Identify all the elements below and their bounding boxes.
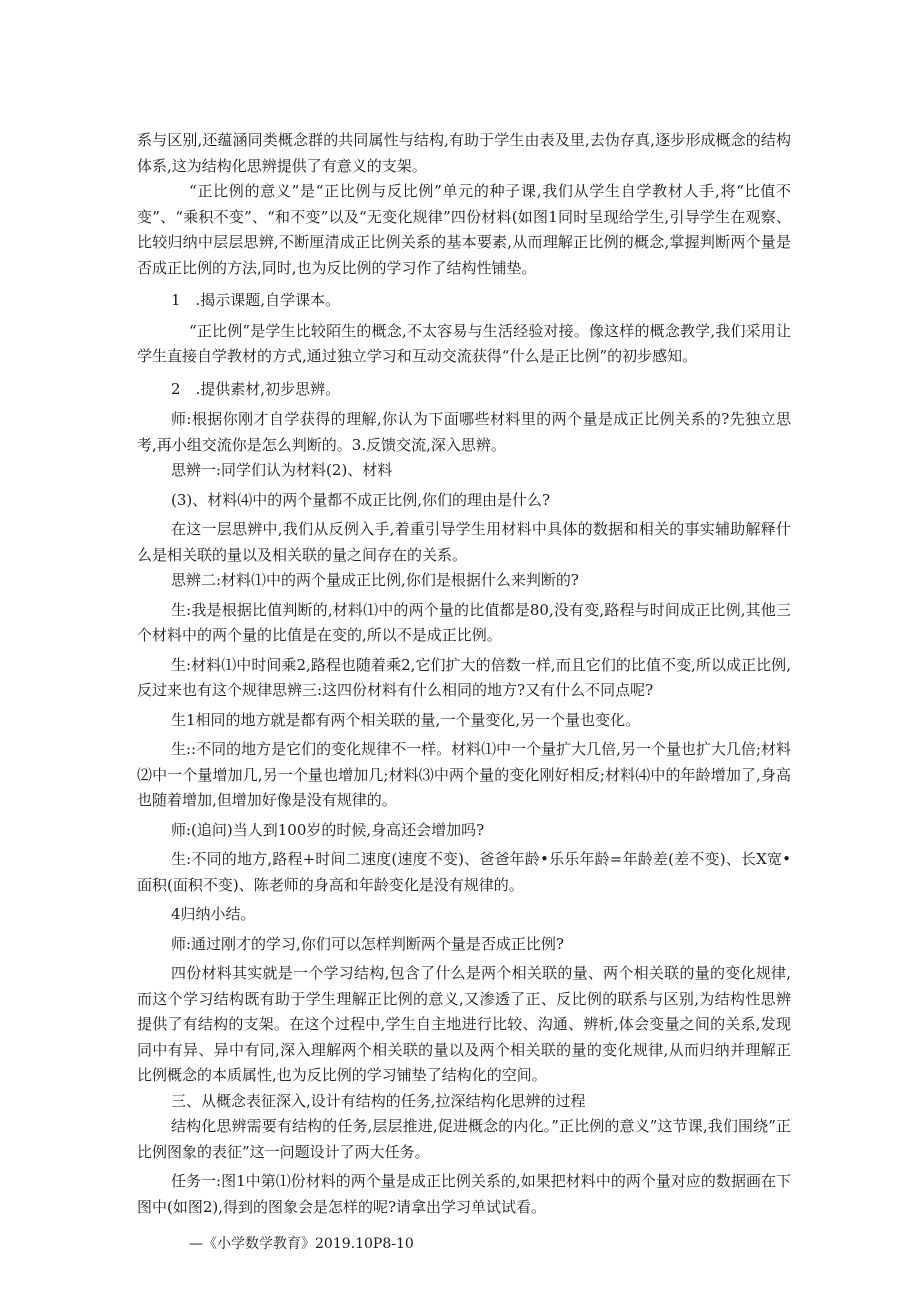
paragraph: 生:不同的地方,路程+时间二速度(速度不变)、爸爸年龄•乐乐年龄=年龄差(差不变)、长X宽•面积(面积不变)、陈老师的身高和年龄变化是没有规律的。	[137, 850, 791, 894]
paragraph: 思辨一:同学们认为材料(2)、材料	[171, 461, 393, 479]
numbered-heading: 1 .揭示课题,自学课本。	[171, 291, 341, 309]
section-heading: 三、从概念表征深入,设计有结构的任务,拉深结构化思辨的过程	[171, 1091, 586, 1110]
paragraph: 师:(追问)当人到100岁的时候,身高还会增加吗?	[171, 820, 485, 839]
paragraph: 生:材料⑴中时间乘2,路程也随着乘2,它们扩大的倍数一样,而且它们的比值不变,所以成正比例,反过来也有这个规律思辨三:这四份材料有什么相同的地方?又有什么不同点呢?	[137, 655, 791, 699]
numbered-heading: 4归纳小结。	[171, 905, 256, 923]
paragraph: 师:通过刚才的学习,你们可以怎样判断两个量是否成正比例?	[171, 934, 564, 953]
paragraph: 思辨二:材料⑴中的两个量成正比例,你们是根据什么来判断的?	[171, 571, 579, 589]
paragraph: “正比例”是学生比较陌生的概念,不太容易与生活经验对接。像这样的概念教学,我们采用让学生直接自学教材的方式,通过独立学习和互动交流获得“什么是正比例”的初步感知。	[137, 321, 791, 365]
paragraph: 生:我是根据比值判断的,材料⑴中的两个量的比值都是80,没有变,路程与时间成正比例,其他三个材料中的两个量的比值是在变的,所以不是成正比例。	[137, 600, 791, 644]
paragraph: (3)、材料⑷中的两个量都不成正比例,你们的理由是什么?	[171, 490, 551, 509]
paragraph: 在这一层思辨中,我们从反例入手,着重引导学生用材料中具体的数据和相关的事实辅助解释什么是相关联的量以及相关联的量之间存在的关系。	[137, 520, 791, 564]
article-body	[137, 128, 791, 1258]
paragraph: 系与区别,还蕴涵同类概念群的共同属性与结构,有助于学生由表及里,去伪存真,逐步形成概念的结构体系,这为结构化思辨提供了有意义的支架。	[137, 131, 791, 175]
paragraph: 师:根据你刚才自学获得的理解,你认为下面哪些材料里的两个量是成正比例关系的?先独立思考,再小组交流你是怎么判断的。3.反馈交流,深入思辨。	[137, 410, 791, 454]
citation: —《小学数学教育》2019.10P8-10	[189, 1236, 414, 1252]
paragraph: 结构化思辨需要有结构的任务,层层推进,促进概念的内化。”正比例的意义”这节课,我们围绕”正比例图象的表征”这一问题设计了两大任务。	[137, 1117, 791, 1161]
paragraph: 生::不同的地方是它们的变化规律不一样。材料⑴中一个量扩大几倍,另一个量也扩大几倍;材料⑵中一个量增加几,另一个量也增加几;材料⑶中两个量的变化刚好相反;材料⑷中的年龄增加了,身高也随着增加,但增加好像是没有规律的。	[137, 740, 791, 809]
paragraph: 生1相同的地方就是都有两个相关联的量,一个量变化,另一个量也变化。	[171, 710, 641, 729]
paragraph: 任务一:图1中第⑴份材料的两个量是成正比例关系的,如果把材料中的两个量对应的数据画在下图中(如图2),得到的图象会是怎样的呢?请拿出学习单试试看。	[137, 1172, 791, 1216]
paragraph: 四份材料其实就是一个学习结构,包含了什么是两个相关联的量、两个相关联的量的变化规律,而这个学习结构既有助于学生理解正比例的意义,又渗透了正、反比例的联系与区别,为结构性思辨提供了有结构的支架。在这个过程中,学生自主地进行比较、沟通、辨析,体会变量之间的关系,发现同中有异、异中有同,深入理解两个相关联的量以及两个相关联的量的变化规律,从而归纳并理解正比例概念的本质属性,也为反比例的学习铺垫了结构化的空间。	[137, 964, 791, 1084]
paragraph: “正比例的意义”是“正比例与反比例”单元的种子课,我们从学生自学教材人手,将“比值不变”、“乘积不变”、“和不变”以及“无变化规律”四份材料(如图1同时呈现给学生,引导学生在观察、比较归纳中层层思辨,不断厘清成正比例关系的基本要素,从而理解正比例的概念,掌握判断两个量是否成正比例的方法,同时,也为反比例的学习作了结构性铺垫。	[137, 182, 791, 277]
numbered-heading: 2 .提供素材,初步思辨。	[171, 379, 341, 398]
